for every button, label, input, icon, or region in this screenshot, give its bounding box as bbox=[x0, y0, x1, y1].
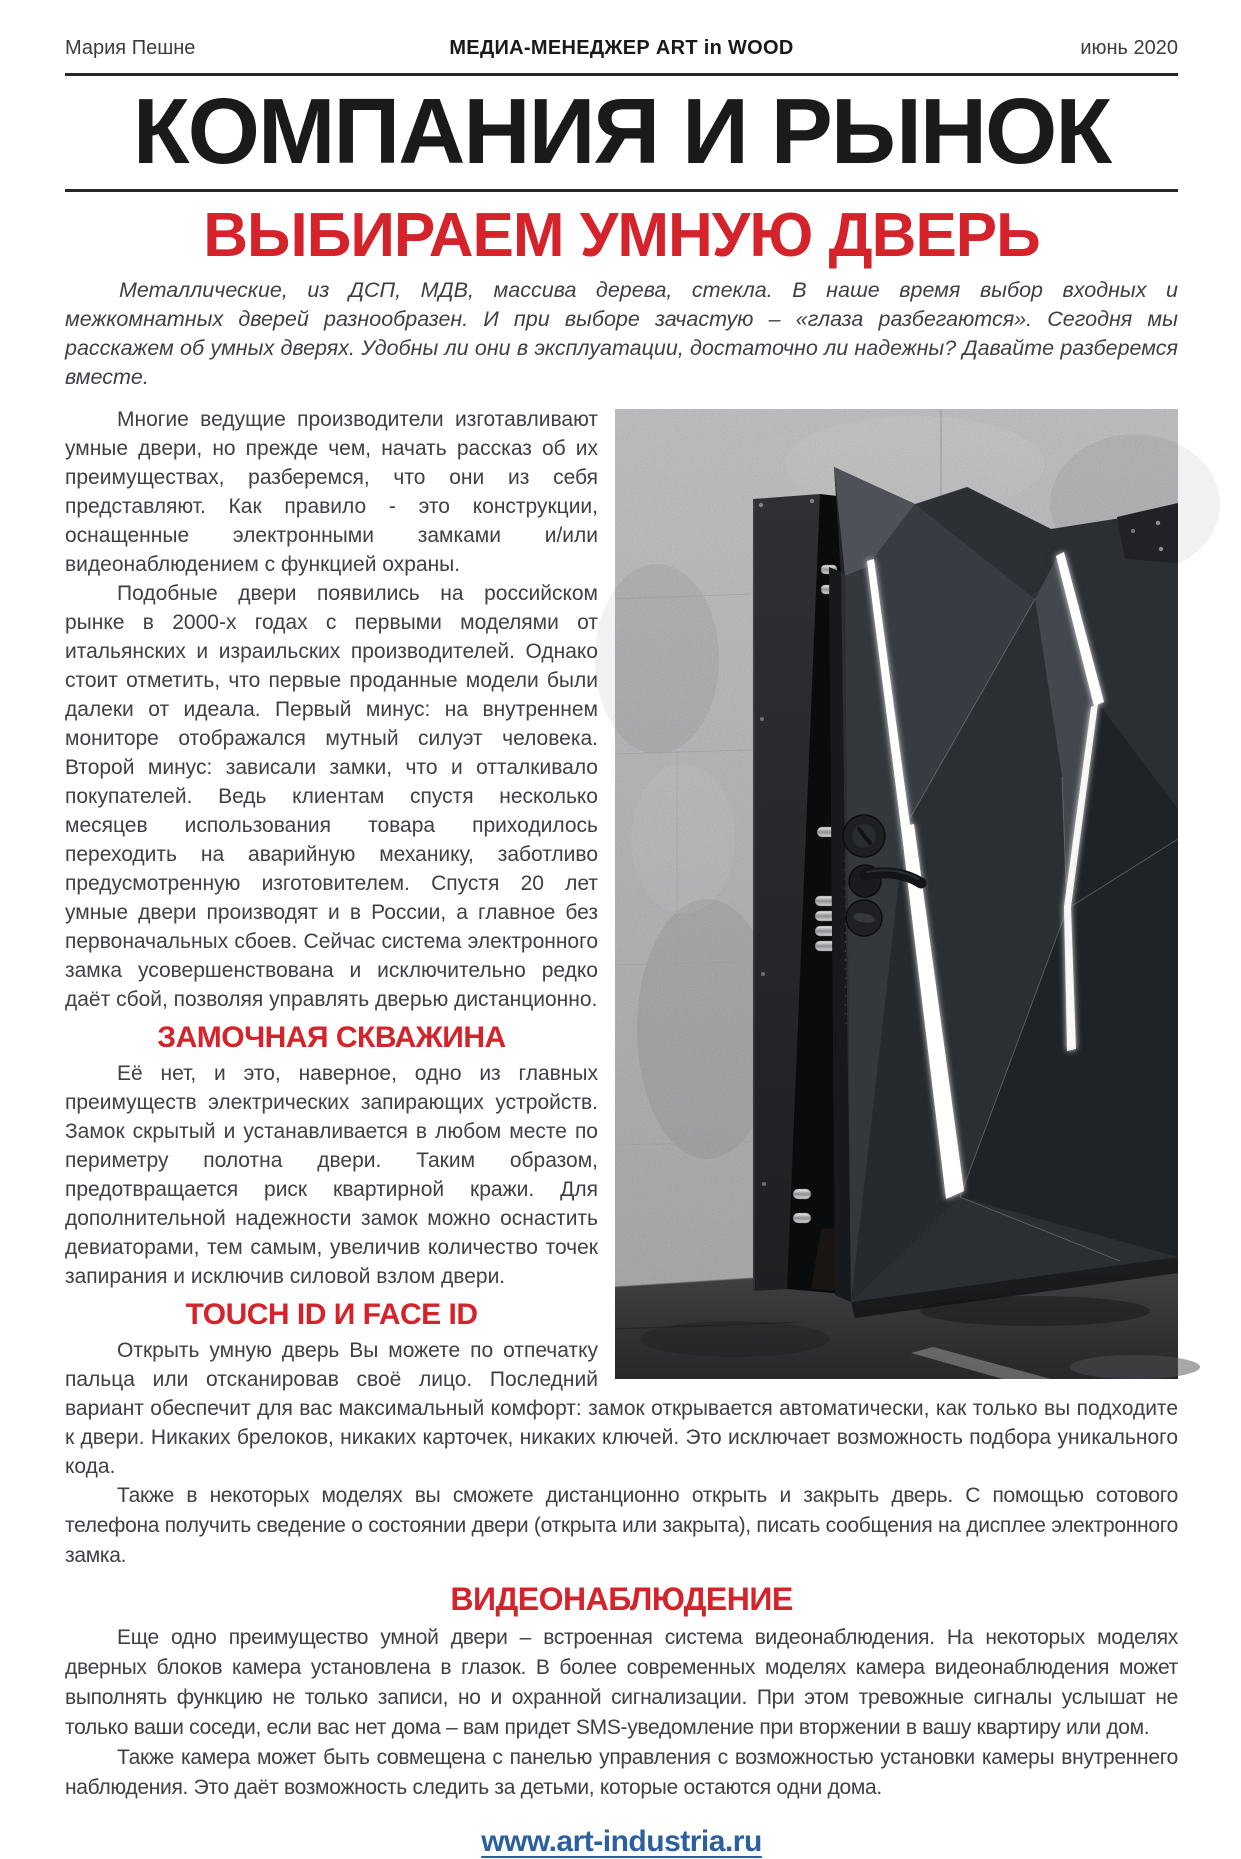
frame-screw bbox=[810, 499, 814, 503]
article-paragraph: Также в некоторых моделях вы сможете дистанционно открыть и закрыть дверь. С помощью сотового телефона получить сведение о состоянии двери (открыта или закрыта), писать сообщения на дисплее электронного замка. bbox=[65, 1484, 1178, 1567]
section-heading-video-surveillance: ВИДЕОНАБЛЮДЕНИЕ bbox=[450, 1581, 793, 1617]
article-paragraph: Многие ведущие производители изготавливают умные двери, но прежде чем, начать рассказ об их преимуществах, разберемся, что они из себя представляют. Как правило - это конструкции, оснащенные электронными замками и/или видеонаблюдением с функцией охраны. bbox=[65, 408, 598, 576]
masthead bbox=[65, 36, 1178, 60]
lock-cylinder bbox=[843, 815, 885, 857]
smart-door-photo bbox=[615, 409, 1178, 1379]
article-body bbox=[65, 405, 1178, 1803]
section-heading-keyhole: ЗАМОЧНАЯ СКВАЖИНА bbox=[157, 1021, 506, 1054]
publication-name: МЕДИА-МЕНЕДЖЕР ART in WOOD bbox=[449, 37, 794, 59]
section-headline: КОМПАНИЯ И РЫНОК bbox=[132, 79, 1111, 183]
article-paragraph: Также камера может быть совмещена с панелью управления с возможностью установки камеры внутреннего наблюдения. Это даёт возможность следить за детьми, которые остаются одни дома. bbox=[65, 1746, 1178, 1799]
footer bbox=[65, 1825, 1178, 1859]
article-title: ВЫБИРАЕМ УМНУЮ ДВЕРЬ bbox=[203, 201, 1040, 270]
frame-screw bbox=[759, 503, 763, 507]
section-heading-touch-face-id: TOUCH ID И FACE ID bbox=[185, 1298, 478, 1331]
door-leaf bbox=[829, 467, 1178, 1318]
frame-screw bbox=[761, 972, 765, 976]
author-name: Мария Пешне bbox=[65, 37, 196, 59]
website-link[interactable]: www.art-industria.ru bbox=[481, 1825, 762, 1858]
frame-screw bbox=[1131, 529, 1135, 533]
divider-headline bbox=[65, 189, 1178, 192]
lead-paragraph: Металлические, из ДСП, МДВ, массива дерева, стекла. В наше время выбор входных и межкомнатных дверей разнообразен. И при выборе зачастую – «глаза разбегаются». Сегодня мы расскажем об умных дверях. Удобны ли они в эксплуатации, достаточно ли надежны? Давайте разберемся вместе. bbox=[65, 278, 1178, 389]
frame-screw bbox=[1156, 521, 1160, 525]
divider-top bbox=[65, 73, 1178, 76]
thumbturn-knob bbox=[846, 900, 882, 936]
article-paragraph: Еще одно преимущество умной двери – встроенная система видеонаблюдения. На некоторых моделях дверных блоков камера установлена в глазок. В более современных моделях камера видеонаблюдения может выполнять функцию не только записи, но и охранной сигнализации. При этом тревожные сигналы услышат не только ваши соседи, если вас нет дома – вам придет SMS-уведомление при вторжении в вашу квартиру или дом. bbox=[65, 1626, 1178, 1739]
article-paragraph: Открыть умную дверь Вы можете по отпечатку пальца или отсканировав своё лицо. Последний вариант обеспечит для вас максимальный комфорт: замок открывается автоматически, как только вы подходите к двери. Никаких брелоков, никаких карточек, никаких ключей. Это исключает возможность подбора уникального кода. bbox=[65, 1339, 1178, 1478]
article-paragraph: Её нет, и это, наверное, одно из главных преимуществ электрических запирающих устройств. Замок скрытый и устанавливается в любом месте по периметру полотна двери. Таким образом, предотвращается риск квартирной кражи. Для дополнительной надежности замок можно оснастить девиаторами, тем самым, увеличив количество точек запирания и исключив силовой взлом двери. bbox=[65, 1062, 598, 1288]
issue-date: июнь 2020 bbox=[1080, 37, 1178, 59]
frame-screw bbox=[1159, 547, 1163, 551]
article-paragraph: Подобные двери появились на российском рынке в 2000-х годах с первыми моделями от итальянских и израильских производителей. Однако стоит отметить, что первые проданные модели были далеки от идеала. Первый минус: на внутреннем мониторе отображался мутный силуэт человека. Второй минус: зависали замки, что и отталкивало покупателей. Ведь клиентам спустя несколько месяцев использования товара приходилось переходить на аварийную механику, заботливо предусмотренную изготовителем. Спустя 20 лет умные двери производят и в России, а главное без первоначальных сбоев. Сейчас система электронного замка усовершенствована и исключительно редко даёт сбой, позволяя управлять дверью дистанционно. bbox=[65, 582, 598, 1011]
frame-screw bbox=[760, 717, 764, 721]
frame-screw bbox=[762, 1182, 766, 1186]
smart-door-illustration bbox=[615, 409, 1178, 1379]
